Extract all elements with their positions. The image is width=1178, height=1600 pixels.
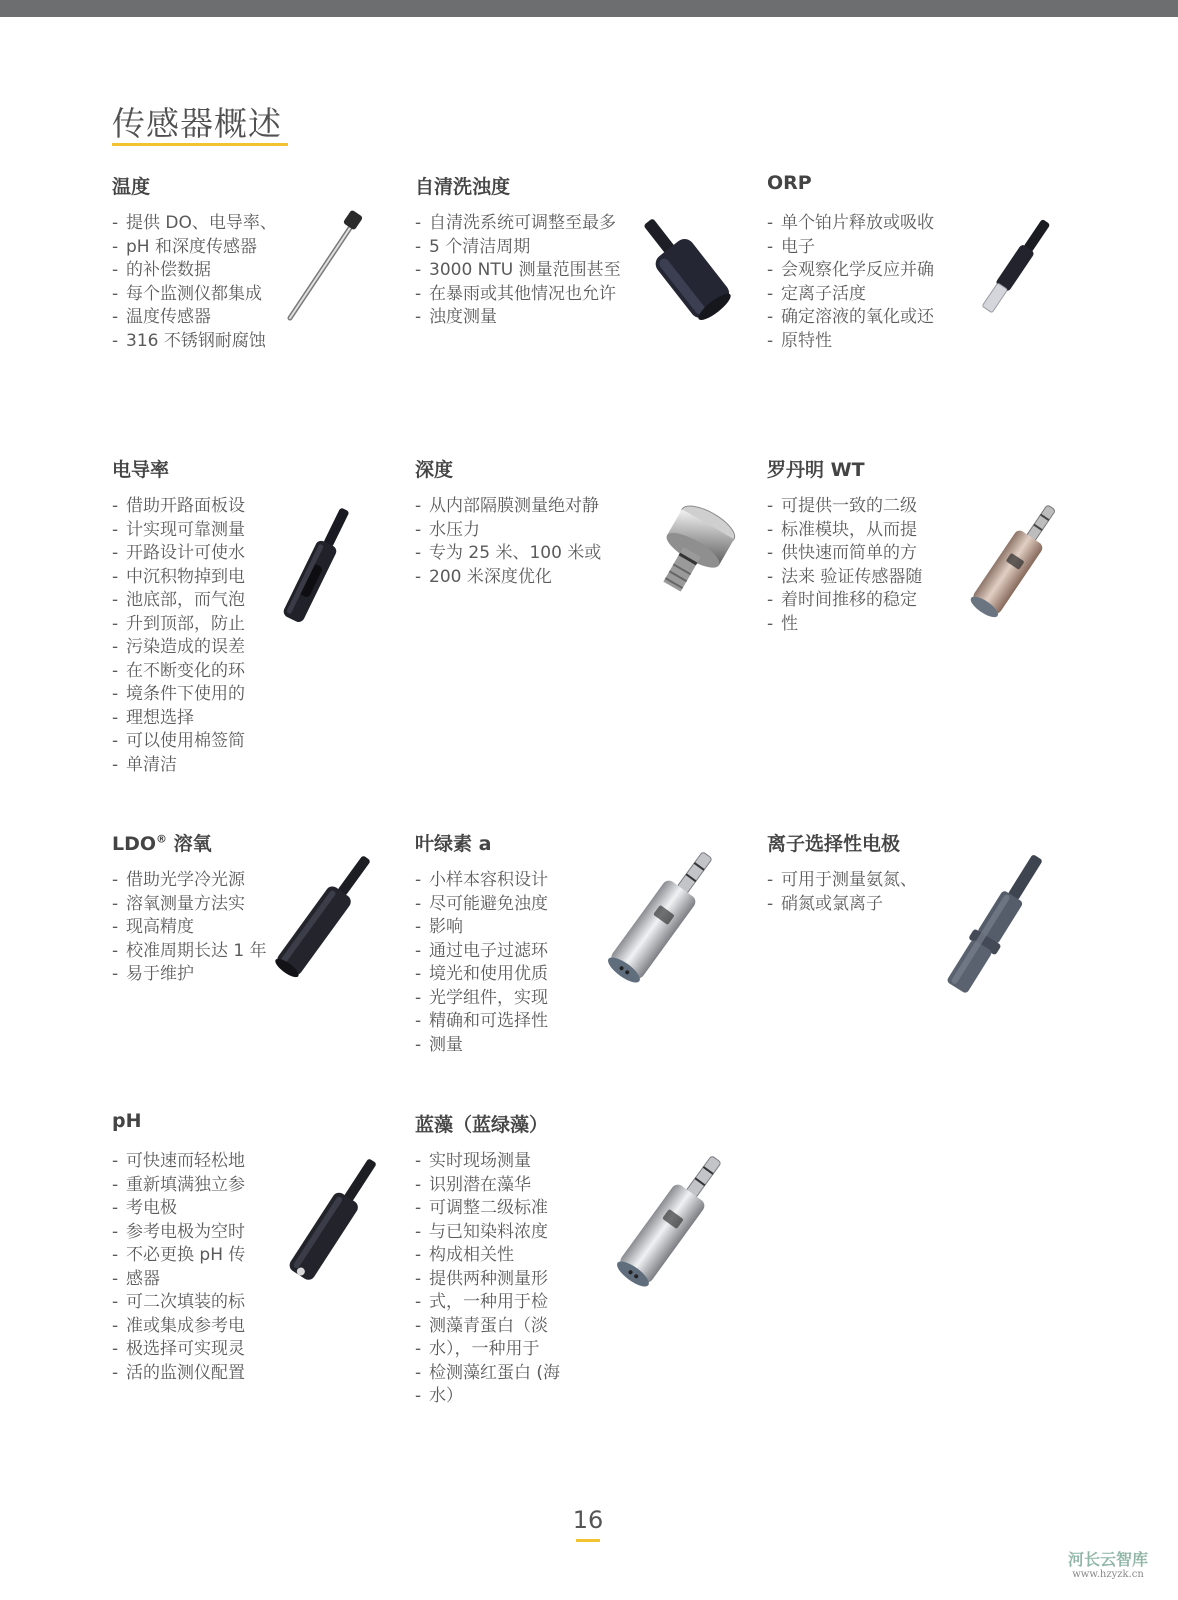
feature-item: - 校准周期长达 1 年 [112,940,267,964]
feature-item: - 着时间推移的稳定 [767,589,922,613]
feature-item: - pH 和深度传感器 [112,236,277,260]
feature-item: - 200 米深度优化 [415,566,601,590]
feature-list [415,869,548,1057]
feature-item: - 水压力 [415,519,601,543]
depth-sensor-image [642,502,742,604]
feature-item: - 借助光学冷光源 [112,869,267,893]
page-title: 传感器概述 [112,104,282,143]
feature-list [112,1150,245,1385]
watermark [1068,1551,1148,1581]
feature-item: - 构成相关性 [415,1244,560,1268]
feature-item: - 水） [415,1385,560,1409]
chlorophyll-probe-image [598,846,724,992]
bluegreen-algae-probe-image [606,1150,734,1296]
feature-item: - 水），一种用于 [415,1338,560,1362]
feature-item: - 可二次填装的标 [112,1291,245,1315]
feature-item: - 电子 [767,236,934,260]
feature-item: - 准或集成参考电 [112,1315,245,1339]
feature-item: - 开路设计可使水 [112,542,245,566]
feature-item: - 可用于测量氨氮、 [767,869,917,893]
feature-item: - 通过电子过滤环 [415,940,548,964]
feature-item: - 提供两种测量形 [415,1268,560,1292]
feature-item: - 溶氧测量方法实 [112,893,267,917]
registered-mark: ® [156,832,168,846]
feature-item: - 会观察化学反应并确 [767,259,934,283]
page-number: 16 [572,1506,604,1534]
orp-probe-image [962,212,1068,324]
sensor-title: 离子选择性电极 [767,833,901,855]
feature-list [112,212,277,353]
sensor-title-suffix: 溶氧 [167,833,212,855]
feature-list [112,869,267,987]
sensor-title: 罗丹明 WT [767,459,865,481]
feature-item: - 参考电极为空时 [112,1221,245,1245]
conductivity-probe-image [262,505,372,629]
turbidity-probe-image [628,212,746,328]
feature-item: - 检测藻红蛋白 (海 [415,1362,560,1386]
feature-item: - 与已知染料浓度 [415,1221,560,1245]
title-underline [112,143,288,146]
feature-item: - 境光和使用优质 [415,963,548,987]
feature-item: - 易于维护 [112,963,267,987]
feature-list [767,869,917,916]
feature-item: - 自清洗系统可调整至最多 [415,212,621,236]
feature-item: - 温度传感器 [112,306,277,330]
feature-item: - 5 个清洁周期 [415,236,621,260]
sensor-title: pH [112,1110,142,1132]
feature-item: - 每个监测仪都集成 [112,283,277,307]
feature-item: - 测藻青蛋白（淡 [415,1315,560,1339]
feature-item: - 精确和可选择性 [415,1010,548,1034]
feature-item: - 极选择可实现灵 [112,1338,245,1362]
feature-item: - 可调整二级标准 [415,1197,560,1221]
feature-item: - 光学组件，实现 [415,987,548,1011]
feature-item: - 影响 [415,916,548,940]
feature-item: - 尽可能避免浊度 [415,893,548,917]
feature-item: - 供快速而简单的方 [767,542,922,566]
feature-item: - 考电极 [112,1197,245,1221]
page-number-underline [576,1539,600,1542]
feature-item: - 测量 [415,1034,548,1058]
sensor-title: 蓝藻（蓝绿藻） [415,1114,549,1136]
feature-item: - 316 不锈钢耐腐蚀 [112,330,277,354]
feature-item: - 硝氮或氯离子 [767,893,917,917]
feature-item: - 活的监测仪配置 [112,1362,245,1386]
feature-item: - 理想选择 [112,707,245,731]
feature-item: - 境条件下使用的 [112,683,245,707]
ph-probe-image [272,1155,394,1289]
feature-item: - 小样本容积设计 [415,869,548,893]
feature-item: - 式，一种用于检 [415,1291,560,1315]
feature-list [767,212,934,353]
feature-list [415,495,601,589]
feature-item: - 单个铂片释放或吸收 [767,212,934,236]
feature-item: - 在暴雨或其他情况也允许 [415,283,621,307]
feature-item: - 池底部，而气泡 [112,589,245,613]
ldo-probe-image [265,850,383,984]
feature-item: - 中沉积物掉到电 [112,566,245,590]
feature-item: - 识别潜在藻华 [415,1174,560,1198]
feature-item: - 的补偿数据 [112,259,277,283]
feature-item: - 3000 NTU 测量范围甚至 [415,259,621,283]
feature-item: - 可以使用棉签简 [112,730,245,754]
feature-item: - 可快速而轻松地 [112,1150,245,1174]
feature-item: - 浊度测量 [415,306,621,330]
top-bar [0,0,1178,17]
temperature-probe-image [270,208,380,326]
sensor-title: 温度 [112,176,151,198]
feature-item: - 重新填满独立参 [112,1174,245,1198]
watermark-url: www.hzyzk.cn [1072,1569,1144,1580]
sensor-title: 自清洗浊度 [415,176,511,198]
feature-item: - 定离子活度 [767,283,934,307]
feature-item: - 性 [767,613,922,637]
feature-item: - 可提供一致的二级 [767,495,922,519]
feature-list [767,495,922,636]
sensor-title: 深度 [415,459,454,481]
feature-item: - 借助开路面板设 [112,495,245,519]
feature-item: - 在不断变化的环 [112,660,245,684]
feature-item: - 不必更换 pH 传 [112,1244,245,1268]
watermark-name: 河长云智库 [1068,1550,1149,1569]
feature-item: - 单清洁 [112,754,245,778]
feature-item: - 现高精度 [112,916,267,940]
feature-item: - 从内部隔膜测量绝对静 [415,495,601,519]
ise-probe-image [928,852,1058,1002]
feature-item: - 标准模块，从而提 [767,519,922,543]
feature-item: - 污染造成的误差 [112,636,245,660]
feature-item: - 原特性 [767,330,934,354]
feature-item: - 计实现可靠测量 [112,519,245,543]
feature-list [112,495,245,777]
feature-list [415,1150,560,1409]
sensor-title [112,829,212,856]
feature-list [415,212,621,330]
sensor-title: ORP [767,172,812,194]
rhodamine-probe-image [958,500,1070,626]
sensor-title: 叶绿素 a [415,833,492,855]
sensor-title-text: LDO [112,833,157,855]
feature-item: - 提供 DO、电导率、 [112,212,277,236]
feature-item: - 感器 [112,1268,245,1292]
feature-item: - 实时现场测量 [415,1150,560,1174]
feature-item: - 法来 验证传感器随 [767,566,922,590]
sensor-title: 电导率 [112,459,170,481]
feature-item: - 专为 25 米、100 米或 [415,542,601,566]
feature-item: - 确定溶液的氧化或还 [767,306,934,330]
feature-item: - 升到顶部，防止 [112,613,245,637]
